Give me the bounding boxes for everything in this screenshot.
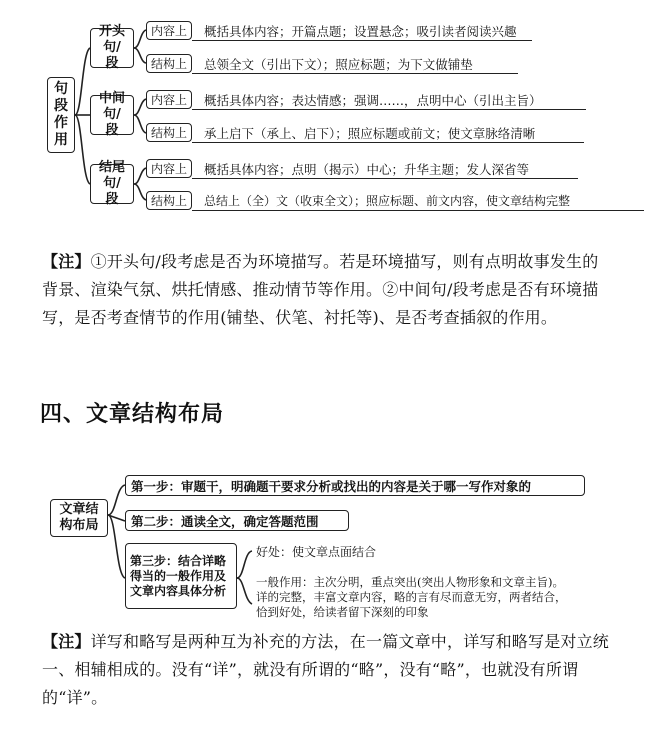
row-underline [192,73,518,74]
row-underline [192,40,532,41]
tag-label: 结构上 [150,56,187,71]
step-label: 第一步：审题干，明确题干要求分析或找出的内容是关于哪一写作对象的 [131,478,532,494]
group-node-label: 结尾句/段 [98,160,125,207]
branch-general-role-line3: 恰到好处，给读者留下深刻的印象 [256,605,429,619]
row-text: 总领全文（引出下文）；照应标题；为下文做铺垫 [204,57,473,72]
row-underline [192,142,584,143]
row-text: 概括具体内容；开篇点题；设置悬念；吸引读者阅读兴趣 [204,24,517,39]
branch-general-role: 一般作用：主次分明，重点突出(突出人物形象和文章主旨)。 [256,575,564,589]
tag-label: 内容上 [150,23,187,38]
tag-label: 结构上 [150,125,187,140]
row-underline [192,178,578,179]
step-label: 第二步：通读全文，确定答题范围 [131,513,319,529]
section-title: 四、文章结构布局 [40,402,225,427]
note-text: 详写和略写是两种互为补充的方法，在一篇文章中，详写和略写是对立统一、相辅相成的。没有“详”，就没有所谓的“略”，没有“略”，也就没有所谓的“详”。 [42,632,610,707]
group-node-ending [90,160,134,207]
note-mark: 【注】 [42,252,91,271]
row-underline [192,109,586,110]
row-text: 承上启下（承上、启下）；照应标题或前文；使文章脉络清晰 [204,126,536,141]
branch-general-role-line2: 详的完整，丰富文章内容，略的言有尽而意无穷，两者结合， [256,590,567,604]
tag-label: 结构上 [150,193,187,208]
group-node-opening [90,24,134,71]
group-node-label: 中间句/段 [98,91,125,138]
note-text: ①开头句/段考虑是否为环境描写。若是环境描写，则有点明故事发生的背景、渲染气氛、烘托情感、推动情节等作用。②中间句/段考虑是否有环境描写，是否考查情节的作用(铺垫、伏笔、衬托等)、是否考查插叙的作用。 [42,252,599,327]
tag-content-ending [146,159,192,178]
step-label: 第三步：结合详略得当的一般作用及文章内容具体分析 [130,553,227,598]
tag-structure-middle [146,123,192,142]
root-node-label: 文章结构布局 [59,502,99,533]
note-mark: 【注】 [42,632,91,651]
tag-structure-opening [146,54,192,73]
root-node-article-structure [50,499,108,537]
step-1-box [125,475,585,496]
tag-content-middle [146,90,192,109]
root-node-sentence-function [47,77,75,153]
group-node-label: 开头句/段 [98,24,125,71]
note-paragraph-2 [42,628,622,712]
step-3-box [125,543,237,609]
row-text: 概括具体内容；表达情感；强调……，点明中心（引出主旨） [204,93,542,108]
tag-label: 内容上 [150,92,187,107]
tag-label: 内容上 [150,161,187,176]
row-text: 总结上（全）文（收束全文）；照应标题、前文内容，使文章结构完整 [204,194,571,208]
tag-structure-ending [146,191,192,210]
row-text: 概括具体内容；点明（揭示）中心；升华主题；发人深省等 [204,162,530,177]
branch-benefit: 好处：使文章点面结合 [256,545,377,559]
note-paragraph-1 [42,248,608,332]
step-2-box [125,510,349,531]
tag-content-opening [146,21,192,40]
row-underline [192,210,644,211]
root-node-label: 句段作用 [54,81,68,148]
group-node-middle [90,91,134,138]
